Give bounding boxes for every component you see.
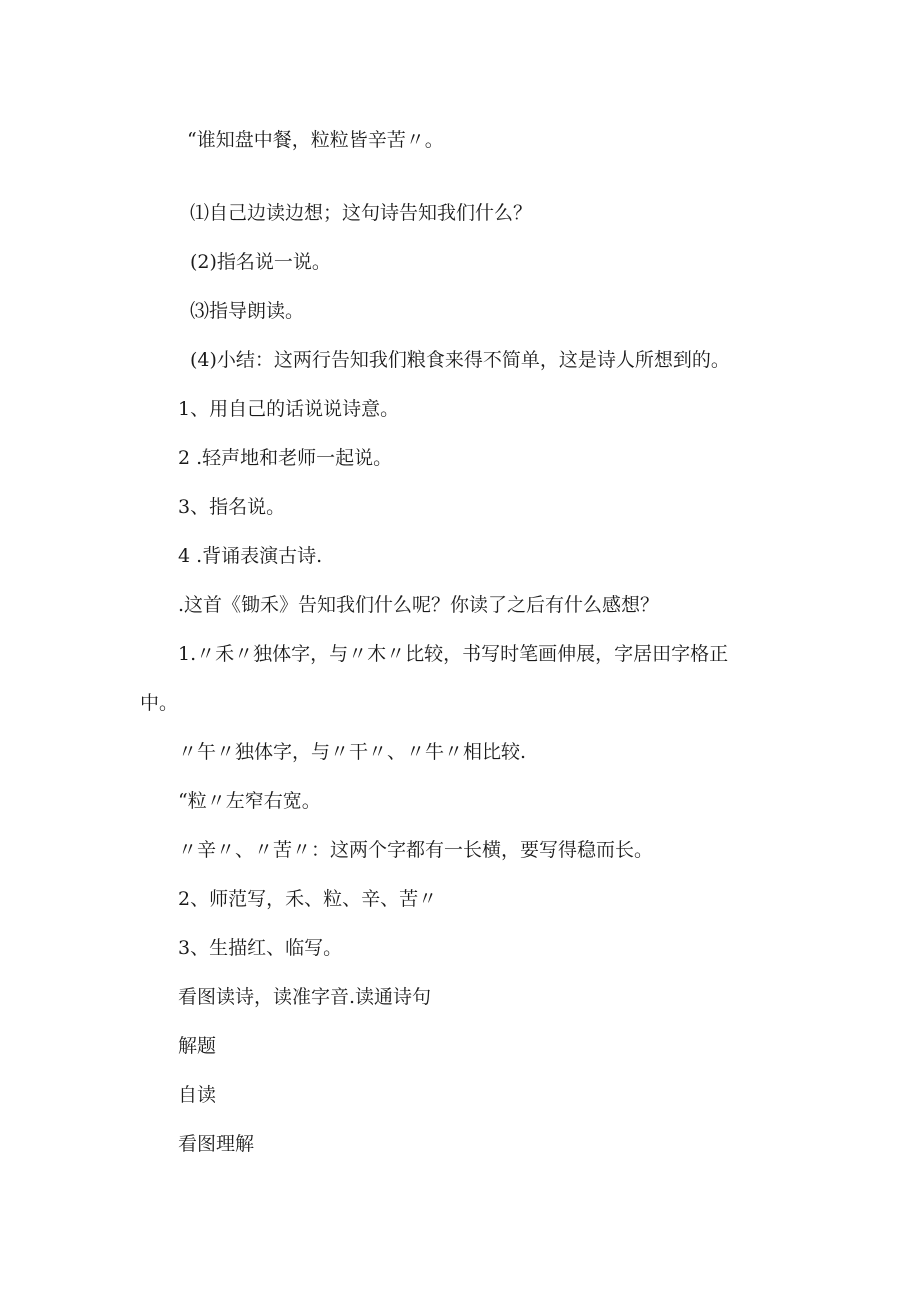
step-2-line: (2)指名说一说。 <box>190 251 331 273</box>
writing-1-line: 1.〃禾〃独体字，与〃木〃比较，书写时笔画伸展，字居田字格正 <box>178 643 729 665</box>
step-4-line: (4)小结：这两行告知我们粮食来得不简单，这是诗人所想到的。 <box>190 349 730 371</box>
writing-1-continuation: 中。 <box>140 692 179 714</box>
step-1-line: ⑴自己边读边想；这句诗告知我们什么？ <box>190 202 533 224</box>
step-3-line: ⑶指导朗读。 <box>190 300 305 322</box>
item-2-line: 2 .轻声地和老师一起说。 <box>178 447 393 469</box>
writing-3-line: 3、生描红、临写。 <box>178 937 343 959</box>
quote-line: “谁知盘中餐，粒粒皆辛苦〃。 <box>187 129 444 151</box>
character-li-line: “粒〃左窄右宽。 <box>178 790 321 812</box>
reading-line: 看图读诗，读准字音.读通诗句 <box>178 986 432 1008</box>
self-reading-line: 自读 <box>178 1084 217 1106</box>
character-xin-ku-line: 〃辛〃、〃苦〃：这两个字都有一长横，要写得稳而长。 <box>178 839 654 861</box>
item-1-line: 1、用自己的话说说诗意。 <box>178 398 400 420</box>
character-wu-line: 〃午〃独体字，与〃干〃、〃牛〃相比较. <box>178 741 527 763</box>
picture-understanding-line: 看图理解 <box>178 1133 255 1155</box>
item-3-line: 3、指名说。 <box>178 496 286 518</box>
item-4-line: 4 .背诵表演古诗. <box>178 545 323 567</box>
writing-2-line: 2、师范写，禾、粒、辛、苦〃 <box>178 888 438 910</box>
title-explanation-line: 解题 <box>178 1035 217 1057</box>
question-line: .这首《锄禾》告知我们什么呢？你读了之后有什么感想？ <box>178 594 660 616</box>
